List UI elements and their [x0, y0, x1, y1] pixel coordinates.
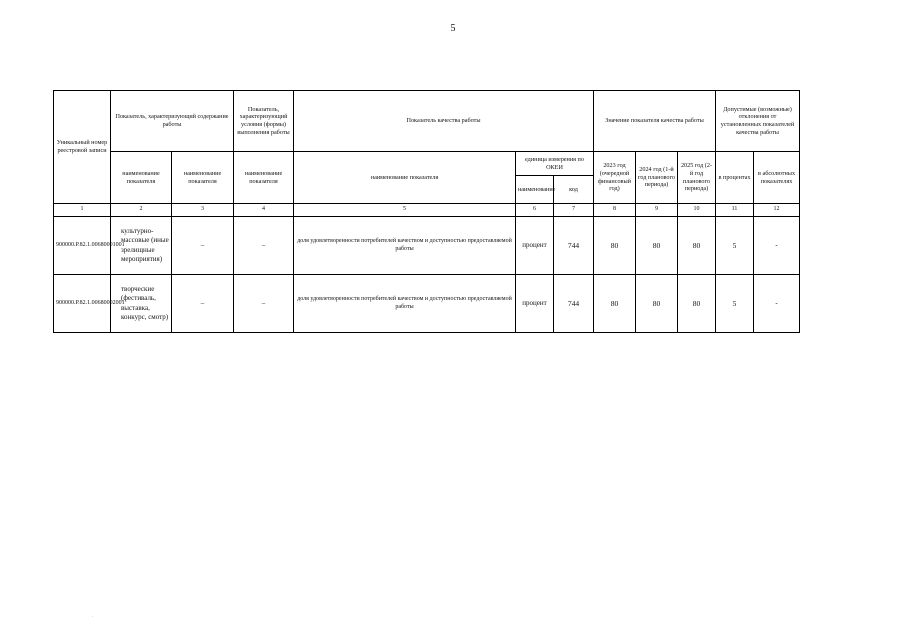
column-number: 2 — [111, 204, 172, 217]
unit-name: процент — [516, 217, 554, 275]
unit-name: процент — [516, 275, 554, 333]
column-number-row — [54, 204, 800, 217]
header-indicator-name-2: наименование показателя — [172, 152, 234, 204]
quality-indicators-table — [53, 90, 800, 333]
value-2023: 80 — [594, 275, 636, 333]
header-quality-indicator: Показатель качества работы — [294, 91, 594, 152]
column-number: 8 — [594, 204, 636, 217]
registry-code: 900000.Р.82.1.00680001001 — [54, 217, 111, 275]
header-year-2025: 2025 год (2-й год планового периода) — [678, 152, 716, 204]
column-number: 11 — [716, 204, 754, 217]
header-reg-number: Уникальный номер реестровой записи — [54, 91, 111, 204]
header-indicator-name-1: наименование показателя — [111, 152, 172, 204]
page-number: 5 — [450, 23, 456, 34]
column-number: 7 — [554, 204, 594, 217]
deviation-percent: 5 — [716, 275, 754, 333]
header-in-percent: в процентах — [716, 152, 754, 204]
table-row — [54, 217, 800, 275]
header-content-indicator: Показатель, характеризующий содержание работы — [111, 91, 234, 152]
header-year-2024: 2024 год (1-й год планового периода) — [636, 152, 678, 204]
header-row-1 — [54, 91, 800, 152]
header-indicator-name-main: наименование показателя — [294, 152, 516, 204]
table-row — [54, 275, 800, 333]
column-number: 3 — [172, 204, 234, 217]
value-2024: 80 — [636, 275, 678, 333]
value-2025: 80 — [678, 217, 716, 275]
value-2023: 80 — [594, 217, 636, 275]
unit-code: 744 — [554, 217, 594, 275]
deviation-absolute: - — [754, 275, 800, 333]
indicator-2-value: – — [172, 275, 234, 333]
column-number: 9 — [636, 204, 678, 217]
header-okei: единица измерения по ОКЕИ — [516, 152, 594, 176]
unit-code: 744 — [554, 275, 594, 333]
deviation-absolute: - — [754, 217, 800, 275]
column-number: 5 — [294, 204, 516, 217]
header-indicator-name-3: наименование показателя — [234, 152, 294, 204]
value-2025: 80 — [678, 275, 716, 333]
indicator-2-value: – — [172, 217, 234, 275]
quality-indicator-name: доля удовлетворенности потребителей качеством и доступностью предоставляемой работы — [294, 217, 516, 275]
header-okei-name: наименование — [516, 176, 554, 204]
indicator-3-value: – — [234, 217, 294, 275]
quality-indicator-name: доля удовлетворенности потребителей качеством и доступностью предоставляемой работы — [294, 275, 516, 333]
column-number: 4 — [234, 204, 294, 217]
work-content: творческие (фестиваль, выставка, конкурс, смотр) — [111, 275, 172, 333]
header-quality-values: Значение показателя качества работы — [594, 91, 716, 152]
header-deviations: Допустимые (возможные) отклонения от установленных показателей качества работы — [716, 91, 800, 152]
header-row-2 — [54, 152, 800, 176]
corner-mark: . — [92, 614, 94, 619]
registry-code: 900000.Р.82.1.00680002001 — [54, 275, 111, 333]
deviation-percent: 5 — [716, 217, 754, 275]
header-in-absolute: в абсолютных показателях — [754, 152, 800, 204]
column-number: 6 — [516, 204, 554, 217]
column-number: 12 — [754, 204, 800, 217]
column-number: 10 — [678, 204, 716, 217]
header-okei-code: код — [554, 176, 594, 204]
column-number: 1 — [54, 204, 111, 217]
header-condition-indicator: Показатель, характеризующий условия (формы) выполнения работы — [234, 91, 294, 152]
work-content: культурно-массовые (иные зрелищные мероприятия) — [111, 217, 172, 275]
value-2024: 80 — [636, 217, 678, 275]
header-year-2023: 2023 год (очередной финансовый год) — [594, 152, 636, 204]
indicator-3-value: – — [234, 275, 294, 333]
